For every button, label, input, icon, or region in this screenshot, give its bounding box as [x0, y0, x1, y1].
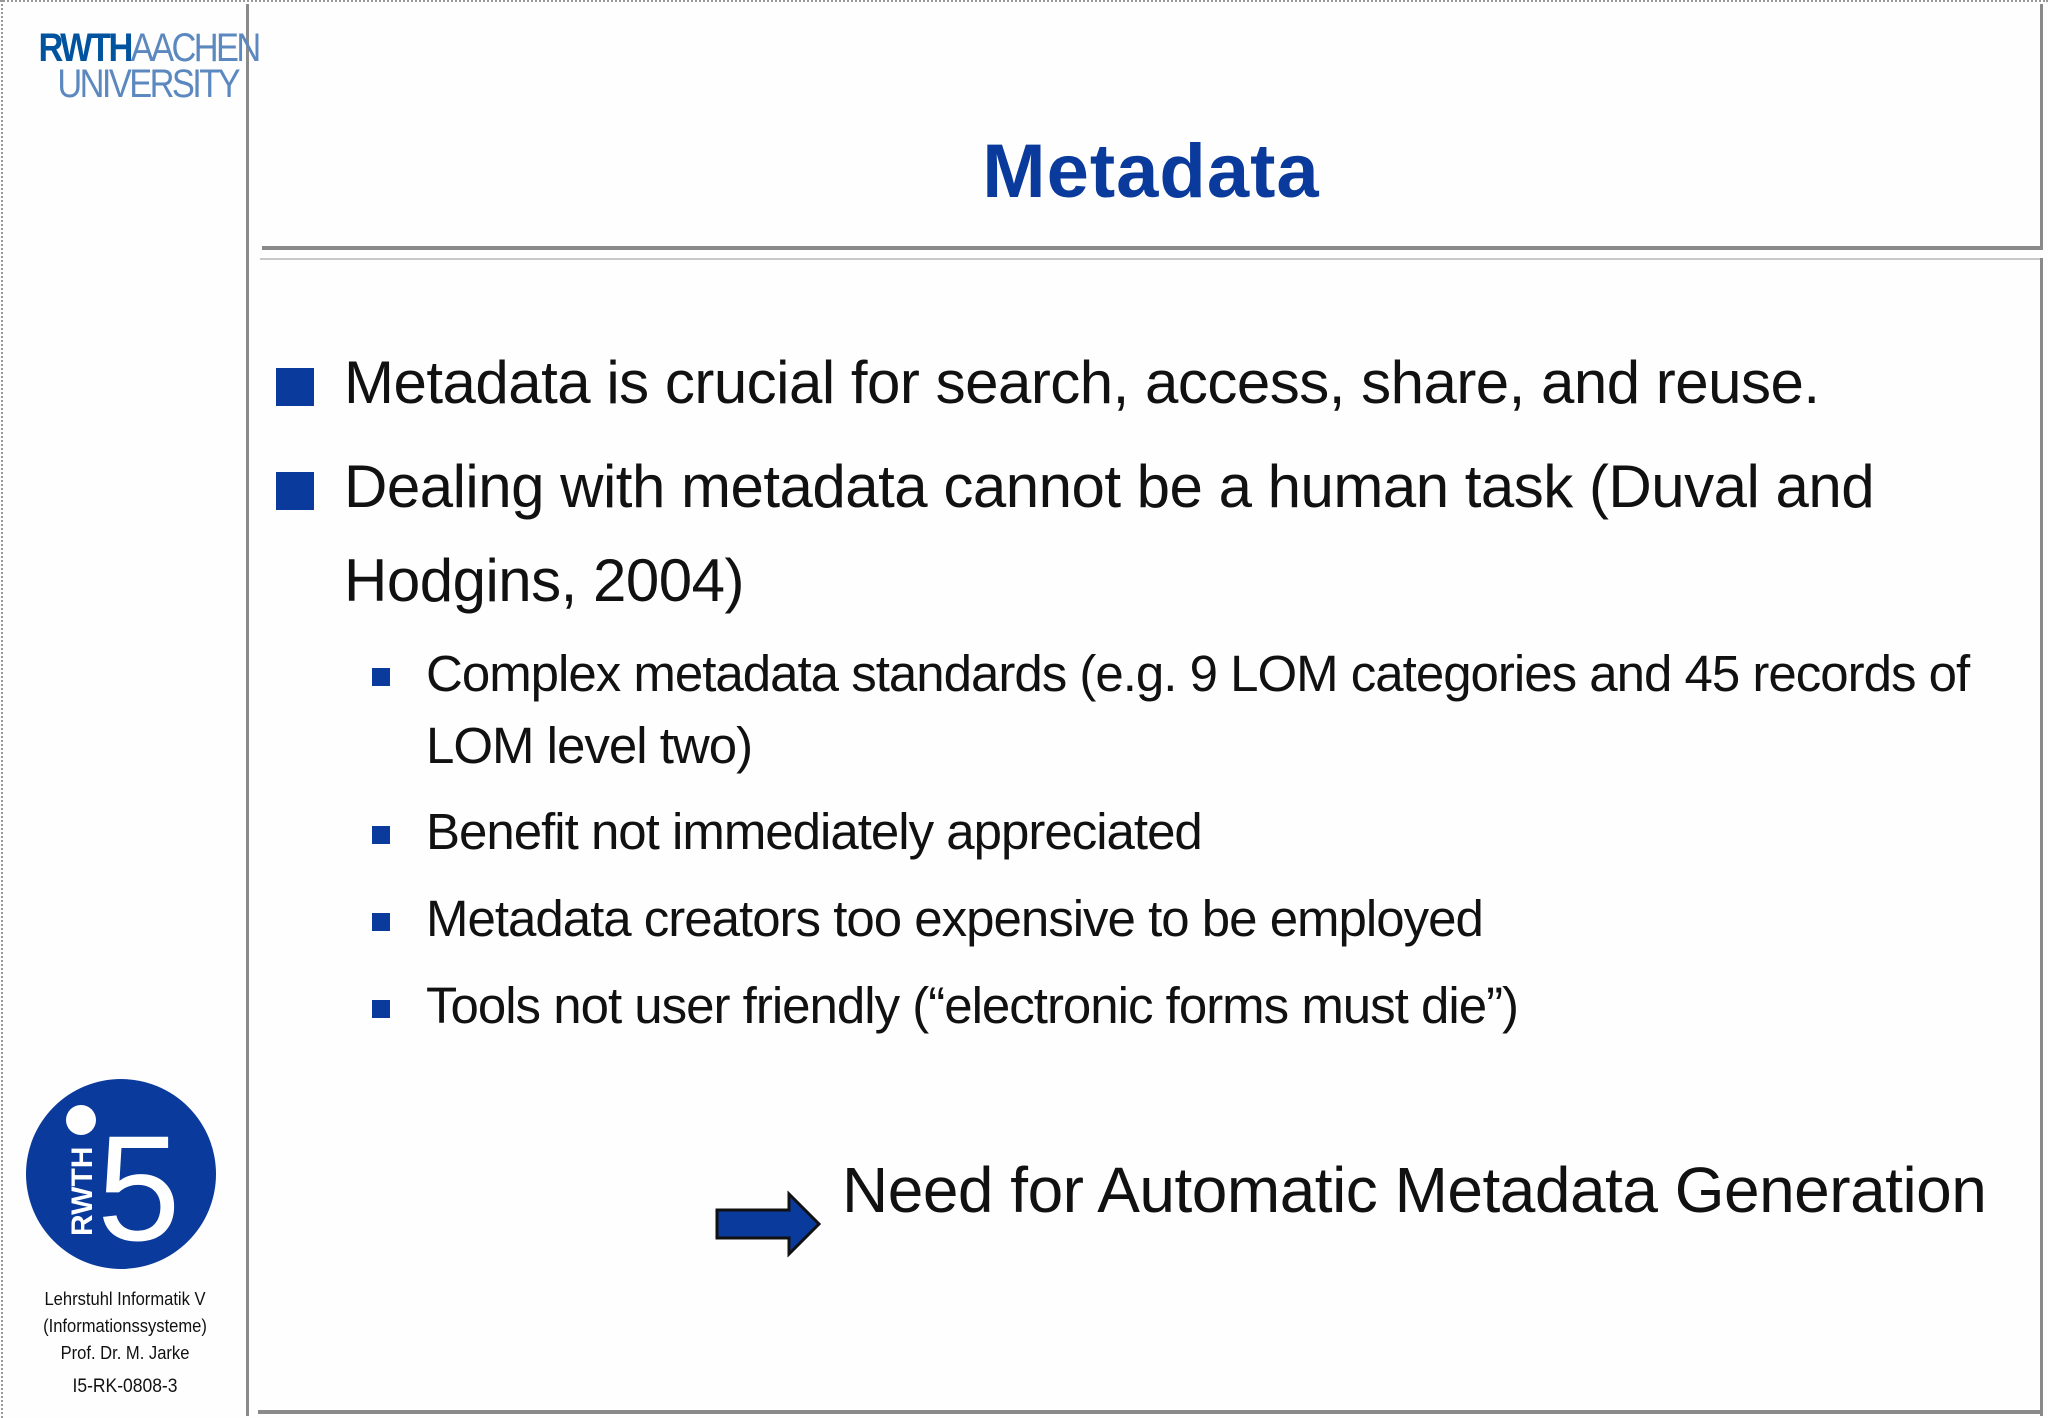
bottom-line [258, 1410, 2043, 1414]
bullet-square-icon [276, 472, 314, 510]
title-divider [262, 246, 2043, 250]
bullet-text: Metadata is crucial for search, access, share, and reuse. [344, 349, 1820, 416]
logo-aachen-text: AACHEN [130, 26, 259, 70]
body-top-line [260, 258, 2043, 260]
frame-left-line [1, 0, 3, 1418]
chair-line-2: (Informationssysteme) [43, 1316, 207, 1336]
sub-bullet-square-icon [372, 826, 390, 844]
badge-rwth-text: RWTH [66, 1146, 99, 1236]
frame-top-line [0, 0, 2048, 2]
sub-bullet-square-icon [372, 913, 390, 931]
conclusion-text: Need for Automatic Metadata Generation [842, 1154, 1987, 1226]
chair-info [6, 1286, 244, 1367]
badge-number-text: 5 [97, 1104, 181, 1270]
sub-bullet-square-icon [372, 1000, 390, 1018]
title-frame-right [2040, 4, 2043, 248]
rwth-aachen-logo [6, 26, 259, 106]
sidebar-divider [246, 4, 249, 1416]
chair-line-1: Lehrstuhl Informatik V [44, 1289, 206, 1309]
right-arrow-icon [715, 1190, 823, 1258]
sub-bullet-text: Complex metadata standards (e.g. 9 LOM categories and 45 records of LOM level two) [426, 645, 1970, 774]
sub-bullet-text: Benefit not immediately appreciated [426, 803, 1202, 860]
conclusion [715, 1150, 2015, 1260]
slide-code: I5-RK-0808-3 [72, 1376, 178, 1397]
logo-rwth-text: RWTH [38, 26, 131, 70]
sub-bullet-text: Tools not user friendly (“electronic forms must die”) [426, 977, 1519, 1034]
sub-bullet-square-icon [372, 668, 390, 686]
logo-university-text: UNIVERSITY [57, 62, 239, 106]
sub-bullet-text: Metadata creators too expensive to be employed [426, 890, 1483, 947]
chair-line-3: Prof. Dr. M. Jarke [60, 1343, 190, 1363]
body-right-line [2040, 258, 2043, 1416]
rwth-i5-badge-icon [25, 1078, 217, 1270]
slide-title: Metadata [982, 129, 1320, 214]
bullet-square-icon [276, 368, 314, 406]
bullet-text: Dealing with metadata cannot be a human task (Duval and Hodgins, 2004) [344, 453, 1875, 614]
